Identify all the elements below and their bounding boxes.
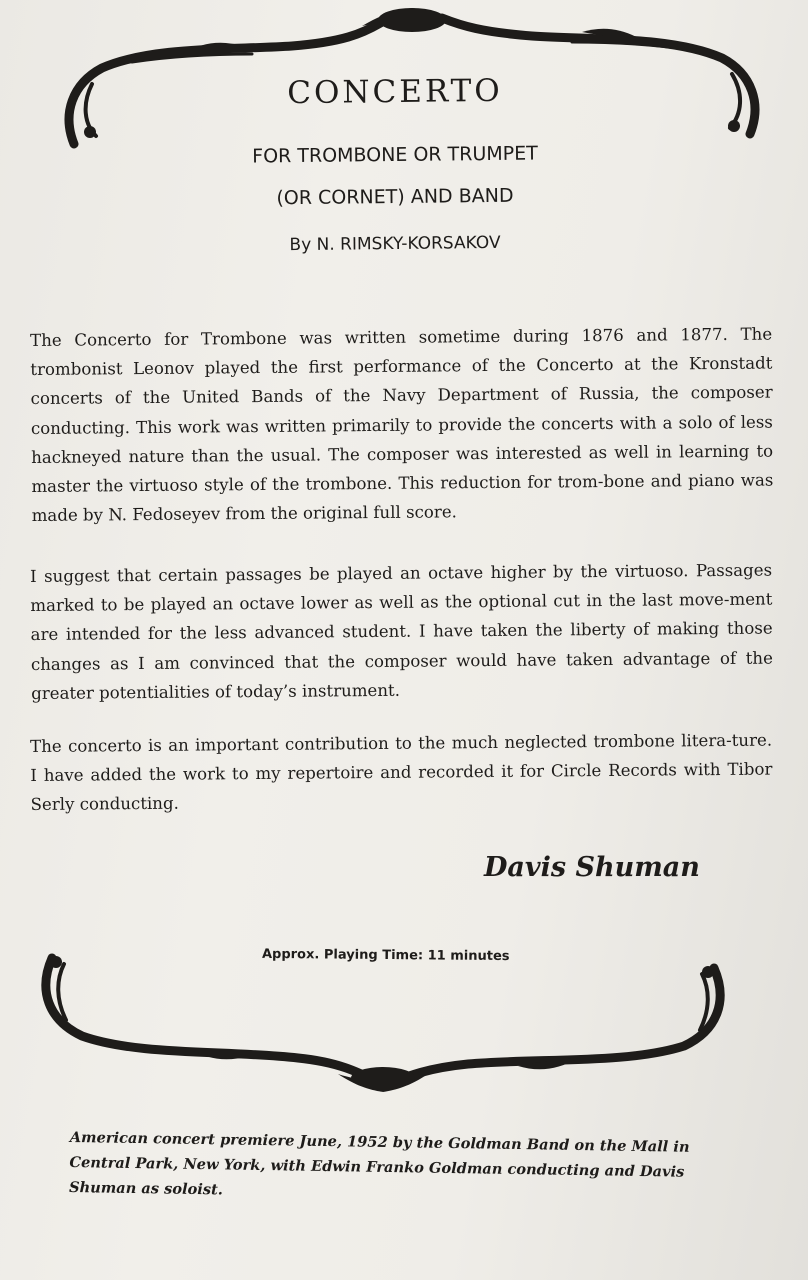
subtitle-line-2: (OR CORNET) AND BAND [276,184,514,210]
subtitle-line-1: FOR TROMBONE OR TRUMPET [252,142,538,168]
author-signature: Davis Shuman [484,852,700,883]
premiere-note: American concert premiere June, 1952 by the Goldman Band on the Mall in Central Park, New York, with Edwin Franko Goldman conducting and Davis Shuman as soloist. [68,1128,690,1199]
paragraph-performance-notes: I suggest that certain passages be played an octave higher by the virtuoso. Passages marked to be played an octave lower as well as the optional cut in the last move-ment are intended for the less advanced student. I have taken the liberty of making those changes as I am convinced that the composer would have taken advantage of the greater potentialities of today’s instrument. [30,560,773,703]
composer-byline: By N. RIMSKY-KORSAKOV [289,232,501,256]
paragraph-history: The Concerto for Trombone was written sometime during 1876 and 1877. The trombonist Leonov played the first performance of the Concerto at the Kronstadt concerts of the United Bands of the Navy Department of Russia, the composer conducting. This work was written primarily to provide the concerts with a solo of less hackneyed nature than the usual. The composer was interested as well in learning to master the virtuoso style of the trombone. This reduction for trom-bone and piano was made by N. Fedoseyev from the original full score. [30,324,774,526]
page-title: CONCERTO [287,72,503,112]
bottom-scroll-ornament [38,950,728,1095]
paragraph-recording: The concerto is an important contribution to the much neglected trombone litera-ture. I have added the work to my repertoire and recorded it for Circle Records with Tibor Serly conducting. [30,730,773,815]
playing-time: Approx. Playing Time: 11 minutes [261,946,510,965]
